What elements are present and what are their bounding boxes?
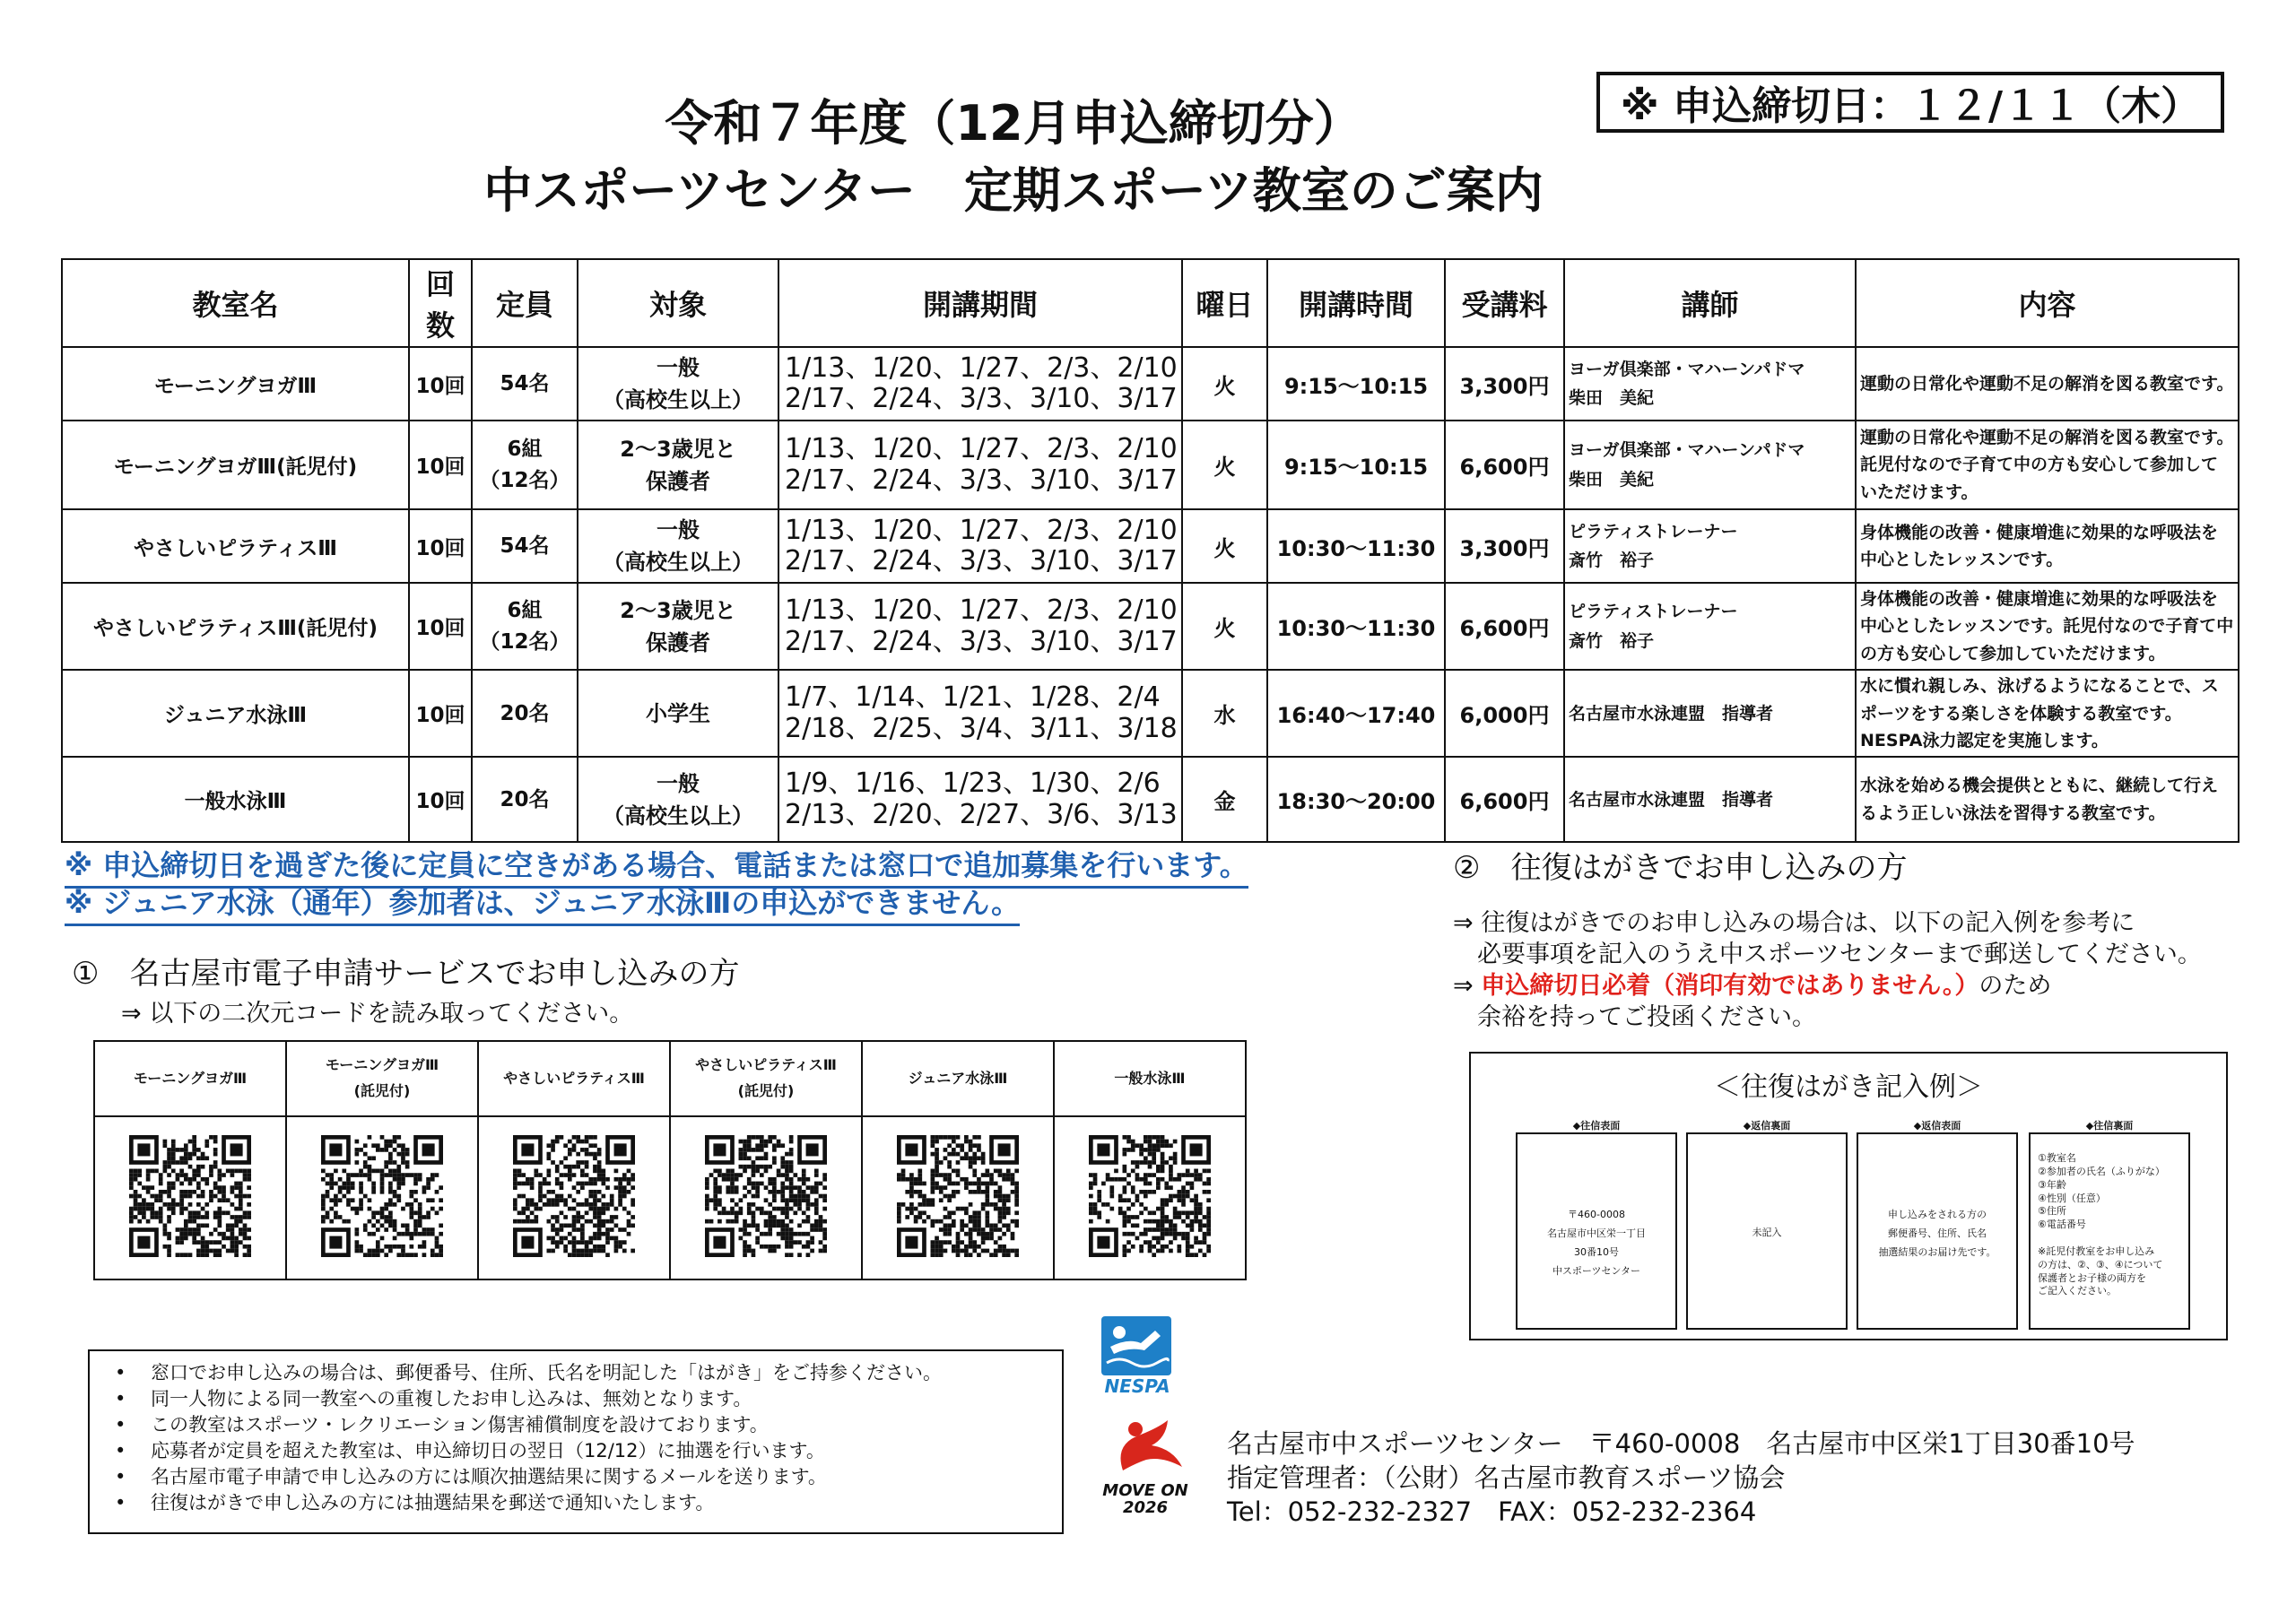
section2-heading: ② 往復はがきでお申し込みの方 [1453, 850, 1908, 886]
note-junior-swim: ※ ジュニア水泳（通年）参加者は、ジュニア水泳Ⅲの申込ができません。 [65, 880, 1020, 926]
class-count: 10回 [409, 509, 472, 583]
col-header: 定員 [472, 259, 578, 347]
title-line-2: 中スポーツセンター 定期スポーツ教室のご案内 [483, 162, 1544, 219]
section1-heading: ① 名古屋市電子申請サービスでお申し込みの方 [72, 956, 740, 992]
class-period: 1/7、1/14、1/21、1/28、2/4 2/18、2/25、3/4、3/11、3/18 [778, 670, 1182, 757]
moveon-runner-icon [1096, 1417, 1195, 1479]
class-instructor: ピラティストレーナー 斎竹 裕子 [1564, 583, 1856, 670]
col-header: 曜日 [1182, 259, 1267, 347]
qr-label: やさしいピラティスⅢ (託児付) [670, 1041, 862, 1116]
card-body: 申し込みをされる方の 郵便番号、住所、氏名 抽選結果のお届け先です。 [1878, 1209, 1996, 1258]
card-heading: ◆往信裏面 [2085, 1120, 2134, 1132]
class-day: 火 [1182, 347, 1267, 421]
qr-table [93, 1040, 1247, 1280]
nespa-text: NESPA [1104, 1375, 1170, 1397]
class-fee: 6,600円 [1445, 583, 1564, 670]
nespa-logo [1101, 1316, 1173, 1397]
class-instructor: ヨーガ倶楽部・マハーンパドマ 柴田 美紀 [1564, 421, 1856, 509]
class-day: 火 [1182, 509, 1267, 583]
card-heading: ◆返信裏面 [1743, 1120, 1791, 1132]
class-count: 10回 [409, 347, 472, 421]
class-content: 身体機能の改善・健康増進に効果的な呼吸法を中心としたレッスンです。 [1856, 509, 2239, 583]
class-day: 金 [1182, 757, 1267, 842]
card-heading: ◆往信表面 [1572, 1120, 1621, 1132]
class-count: 10回 [409, 670, 472, 757]
qr-code-icon[interactable] [321, 1135, 443, 1257]
class-target: 一般 （高校生以上） [578, 347, 778, 421]
class-count: 10回 [409, 421, 472, 509]
class-name: モーニングヨガⅢ(託児付) [62, 421, 409, 509]
section2-text [1453, 907, 2202, 1033]
list-item: • 窓口でお申し込みの場合は、郵便番号、住所、氏名を明記した「はがき」をご持参ください。 [115, 1360, 1051, 1386]
table-row [62, 509, 2239, 583]
col-header: 講師 [1564, 259, 1856, 347]
qr-code-icon[interactable] [513, 1135, 635, 1257]
deadline-box: ※ 申込締切日：１２/１１（木） [1596, 72, 2224, 133]
postcard-card [1516, 1120, 1677, 1330]
col-header: 内容 [1856, 259, 2239, 347]
class-name: やさしいピラティスⅢ [62, 509, 409, 583]
class-period: 1/13、1/20、1/27、2/3、2/10 2/17、2/24、3/3、3/10、3/17 [778, 421, 1182, 509]
class-capacity: 54名 [472, 347, 578, 421]
class-name: ジュニア水泳Ⅲ [62, 670, 409, 757]
list-item: • 往復はがきで申し込みの方には抽選結果を郵送で通知いたします。 [115, 1490, 1051, 1516]
qr-label: 一般水泳Ⅲ [1054, 1041, 1246, 1116]
line3-suffix: のため [1979, 972, 2052, 1001]
class-day: 水 [1182, 670, 1267, 757]
deadline-warning: 申込締切日必着（消印有効ではありません。） [1481, 972, 1979, 1001]
postcard-example-title: ＜往復はがき記入例＞ [1714, 1071, 1983, 1103]
card-body: 未記入 [1752, 1227, 1782, 1238]
class-table [61, 258, 2239, 843]
class-target: 一般 （高校生以上） [578, 757, 778, 842]
section2-line2: 必要事項を記入のうえ中スポーツセンターまで郵送してください。 [1453, 941, 2202, 969]
table-header-row [62, 259, 2239, 347]
table-row [62, 670, 2239, 757]
moveon-logo [1096, 1417, 1195, 1517]
nespa-swimmer-icon [1101, 1316, 1171, 1375]
org-contact: Tel：052-232-2327 FAX：052-232-2364 [1227, 1496, 1757, 1527]
col-header: 開講時間 [1267, 259, 1445, 347]
col-header: 受講料 [1445, 259, 1564, 347]
org-address: 名古屋市中スポーツセンター 〒460-0008 名古屋市中区栄1丁目30番10号 [1227, 1428, 2135, 1459]
class-content: 運動の日常化や運動不足の解消を図る教室です。託児付なので子育て中の方も安心して参加していただけます。 [1856, 421, 2239, 509]
class-capacity: 6組 （12名） [472, 421, 578, 509]
class-day: 火 [1182, 583, 1267, 670]
arrow-text: ⇒ [1453, 972, 1482, 1001]
qr-label: やさしいピラティスⅢ [478, 1041, 670, 1116]
class-count: 10回 [409, 583, 472, 670]
class-instructor: ヨーガ倶楽部・マハーンパドマ 柴田 美紀 [1564, 347, 1856, 421]
class-time: 10:30～11:30 [1267, 583, 1445, 670]
card-body: 〒460-0008 名古屋市中区栄一丁目 30番10号 中スポーツセンター [1547, 1209, 1646, 1277]
class-capacity: 20名 [472, 670, 578, 757]
class-name: 一般水泳Ⅲ [62, 757, 409, 842]
org-manager: 指定管理者：（公財）名古屋市教育スポーツ協会 [1227, 1462, 1786, 1493]
table-row [62, 347, 2239, 421]
class-content: 身体機能の改善・健康増進に効果的な呼吸法を中心としたレッスンです。託児付なので子育て中の方も安心して参加していただけます。 [1856, 583, 2239, 670]
list-item: • この教室はスポーツ・レクリエーション傷害補償制度を設けております。 [115, 1412, 1051, 1438]
qr-code-icon[interactable] [1089, 1135, 1211, 1257]
qr-label: モーニングヨガⅢ (託児付) [286, 1041, 478, 1116]
class-time: 18:30～20:00 [1267, 757, 1445, 842]
postcard-card [1857, 1120, 2018, 1330]
class-fee: 3,300円 [1445, 509, 1564, 583]
table-row [62, 757, 2239, 842]
table-row [62, 583, 2239, 670]
section2-line4: 余裕を持ってご投函ください。 [1453, 1003, 1816, 1032]
class-target: 2～3歳児と 保護者 [578, 583, 778, 670]
class-fee: 6,000円 [1445, 670, 1564, 757]
col-header: 教室名 [62, 259, 409, 347]
list-item: • 同一人物による同一教室への重複したお申し込みは、無効となります。 [115, 1386, 1051, 1412]
qr-label: ジュニア水泳Ⅲ [862, 1041, 1054, 1116]
class-time: 9:15～10:15 [1267, 347, 1445, 421]
title-line-1: 令和７年度（12月申込締切分） [665, 95, 1362, 152]
class-period: 1/13、1/20、1/27、2/3、2/10 2/17、2/24、3/3、3/10、3/17 [778, 347, 1182, 421]
section2-line1: ⇒ 往復はがきでのお申し込みの場合は、以下の記入例を参考に [1453, 909, 2135, 937]
class-time: 10:30～11:30 [1267, 509, 1445, 583]
qr-code-icon[interactable] [705, 1135, 827, 1257]
class-target: 2～3歳児と 保護者 [578, 421, 778, 509]
qr-code-icon[interactable] [129, 1135, 251, 1257]
notice-box [88, 1349, 1064, 1534]
class-capacity: 54名 [472, 509, 578, 583]
class-period: 1/13、1/20、1/27、2/3、2/10 2/17、2/24、3/3、3/10、3/17 [778, 509, 1182, 583]
class-instructor: 名古屋市水泳連盟 指導者 [1564, 670, 1856, 757]
table-row [62, 421, 2239, 509]
postcard-card [2029, 1120, 2190, 1330]
class-fee: 3,300円 [1445, 347, 1564, 421]
postcard-example [1469, 1052, 2228, 1340]
class-name: モーニングヨガⅢ [62, 347, 409, 421]
class-fee: 6,600円 [1445, 421, 1564, 509]
class-capacity: 6組 （12名） [472, 583, 578, 670]
class-content: 水に慣れ親しみ、泳げるようになることで、スポーツをする楽しさを体験する教室です。NESPA泳力認定を実施します。 [1856, 670, 2239, 757]
col-header: 対象 [578, 259, 778, 347]
class-content: 運動の日常化や運動不足の解消を図る教室です。 [1856, 347, 2239, 421]
class-capacity: 20名 [472, 757, 578, 842]
section2-line3 [1453, 970, 2202, 1002]
class-time: 16:40～17:40 [1267, 670, 1445, 757]
qr-label: モーニングヨガⅢ [94, 1041, 286, 1116]
class-day: 火 [1182, 421, 1267, 509]
moveon-text: MOVE ON 2026 [1102, 1481, 1188, 1517]
card-heading: ◆返信表面 [1913, 1120, 1961, 1132]
class-name: やさしいピラティスⅢ(託児付) [62, 583, 409, 670]
class-count: 10回 [409, 757, 472, 842]
postcard-card [1686, 1120, 1848, 1330]
note-additional-recruit: ※ 申込締切日を過ぎた後に定員に空きがある場合、電話または窓口で追加募集を行います。 [65, 843, 1248, 889]
qr-code-icon[interactable] [897, 1135, 1019, 1257]
section1-sub: ⇒ 以下の二次元コードを読み取ってください。 [121, 1000, 634, 1028]
col-header: 開講期間 [778, 259, 1182, 347]
class-content: 水泳を始める機会提供とともに、継続して行えるよう正しい泳法を習得する教室です。 [1856, 757, 2239, 842]
card-body: ①教室名 ②参加者の氏名（ふりがな） ③年齢 ④性別（任意） ⑤住所 ⑥電話番号 ※託児付教室をお申し込み の方は、②、③、④について 保護者とお子様の両方を ご記入ください。 [2038, 1152, 2165, 1297]
class-time: 9:15～10:15 [1267, 421, 1445, 509]
class-instructor: 名古屋市水泳連盟 指導者 [1564, 757, 1856, 842]
class-instructor: ピラティストレーナー 斎竹 裕子 [1564, 509, 1856, 583]
class-period: 1/13、1/20、1/27、2/3、2/10 2/17、2/24、3/3、3/10、3/17 [778, 583, 1182, 670]
class-target: 小学生 [578, 670, 778, 757]
class-fee: 6,600円 [1445, 757, 1564, 842]
class-period: 1/9、1/16、1/23、1/30、2/6 2/13、2/20、2/27、3/6、3/13 [778, 757, 1182, 842]
class-target: 一般 （高校生以上） [578, 509, 778, 583]
col-header: 回数 [409, 259, 472, 347]
list-item: • 応募者が定員を超えた教室は、申込締切日の翌日（12/12）に抽選を行います。 [115, 1438, 1051, 1464]
list-item: • 名古屋市電子申請で申し込みの方には順次抽選結果に関するメールを送ります。 [115, 1464, 1051, 1490]
